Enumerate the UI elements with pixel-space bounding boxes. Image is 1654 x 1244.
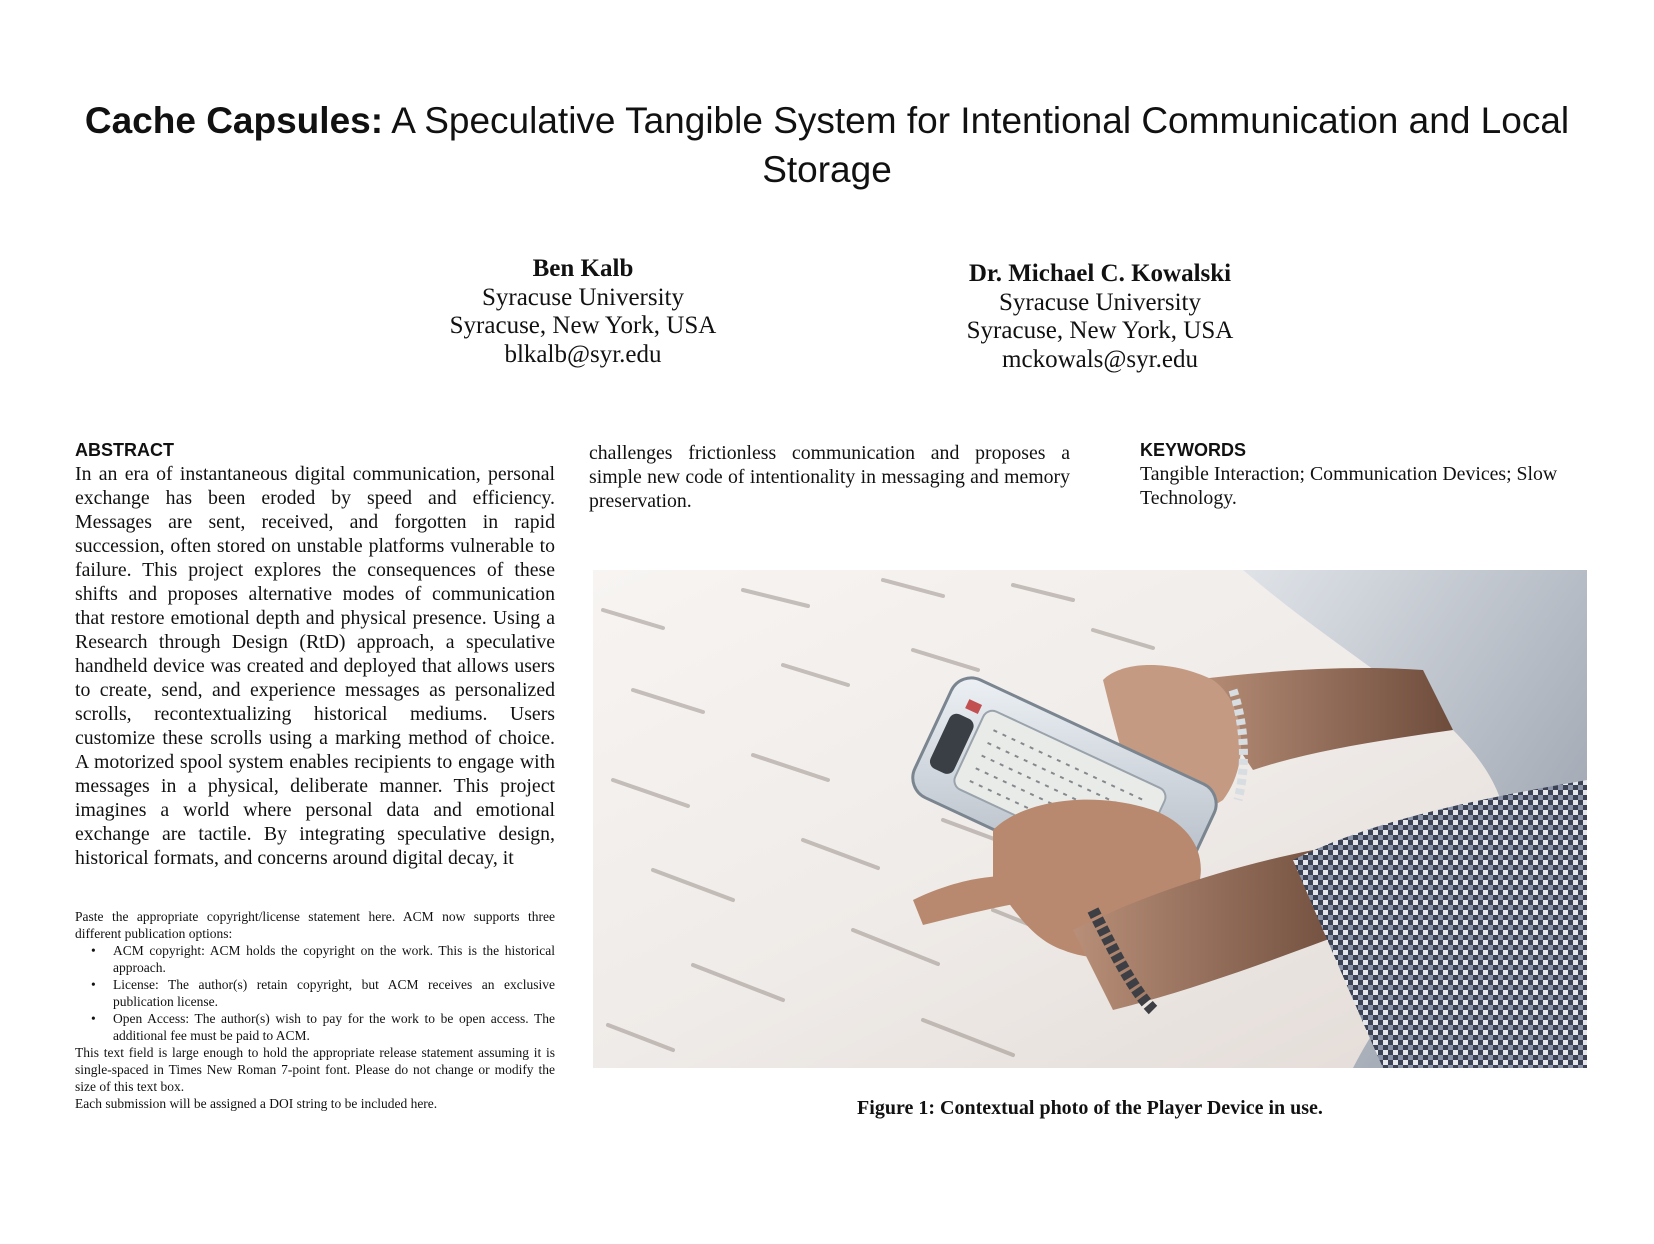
- author-block-2: [940, 260, 1260, 374]
- bullet-icon: •: [91, 977, 96, 992]
- keywords-heading: KEYWORDS: [1140, 440, 1247, 460]
- author-affiliation: Syracuse University: [481, 283, 685, 311]
- author-email: mckowals@syr.edu: [1002, 345, 1198, 373]
- abstract-text-part1: In an era of instantaneous digital communication, personal exchange has been eroded by speed and efficiency. Messages are sent, received, and forgotten in rapid succession, often stored on unstable platforms vulnerable to failure. This project explores the consequences of these shifts and proposes alternative modes of communication that restore emotional depth and physical presence. Using a Research through Design (RtD) approach, a speculative handheld device was created and deployed that allows users to create, send, and experience messages as personalized scrolls, recontextualizing historical mediums. Users customize these scrolls using a marking method of choice. A motorized spool system enables recipients to engage with messages in a physical, deliberate manner. This project imagines a world where personal data and emotional exchange are tactile. By integrating speculative design, historical formats, and concerns around digital decay, it: [75, 463, 555, 869]
- author-name: Ben Kalb: [532, 255, 634, 282]
- copyright-option: [75, 1010, 555, 1044]
- keywords-text: Tangible Interaction; Communication Devices; Slow Technology.: [1140, 463, 1558, 509]
- player-device-photo: [593, 570, 1587, 1068]
- author-name: Dr. Michael C. Kowalski: [968, 260, 1232, 287]
- paper-title-rest: A Speculative Tangible System for Intentional Communication and Local Storage: [383, 100, 1570, 190]
- copyright-option-text: ACM copyright: ACM holds the copyright on the work. This is the historical approach.: [113, 943, 555, 975]
- figure-photo: [593, 570, 1587, 1068]
- author-location: Syracuse, New York, USA: [966, 317, 1234, 344]
- copyright-option-text: Open Access: The author(s) wish to pay for the work to be open access. The additional fee must be paid to ACM.: [113, 1011, 555, 1043]
- author-location: Syracuse, New York, USA: [449, 312, 717, 339]
- author-affiliation: Syracuse University: [998, 288, 1202, 316]
- copyright-option-text: License: The author(s) retain copyright, but ACM receives an exclusive publication license.: [113, 977, 555, 1009]
- paper-title-bold: Cache Capsules:: [84, 100, 384, 141]
- copyright-box: [75, 908, 555, 1112]
- copyright-intro: Paste the appropriate copyright/license statement here. ACM now supports three different publication options:: [75, 909, 555, 941]
- author-block-1: [428, 255, 738, 369]
- abstract-text-part2: challenges frictionless communication and proposes a simple new code of intentionality in messaging and memory preservation.: [589, 442, 1070, 512]
- copyright-note: This text field is large enough to hold the appropriate release statement assuming it is single-spaced in Times New Roman 7-point font. Please do not change or modify the size of this text box.: [75, 1045, 555, 1094]
- paper-title: [80, 96, 1574, 194]
- figure-caption: Figure 1: Contextual photo of the Player Device in use.: [857, 1097, 1323, 1119]
- abstract-heading: ABSTRACT: [75, 440, 174, 460]
- bullet-icon: •: [91, 1011, 96, 1026]
- copyright-option: [75, 942, 555, 976]
- bullet-icon: •: [91, 943, 96, 958]
- copyright-options-list: [75, 942, 555, 1044]
- doi-note: Each submission will be assigned a DOI string to be included here.: [75, 1096, 438, 1111]
- copyright-option: [75, 976, 555, 1010]
- author-email: blkalb@syr.edu: [504, 340, 662, 368]
